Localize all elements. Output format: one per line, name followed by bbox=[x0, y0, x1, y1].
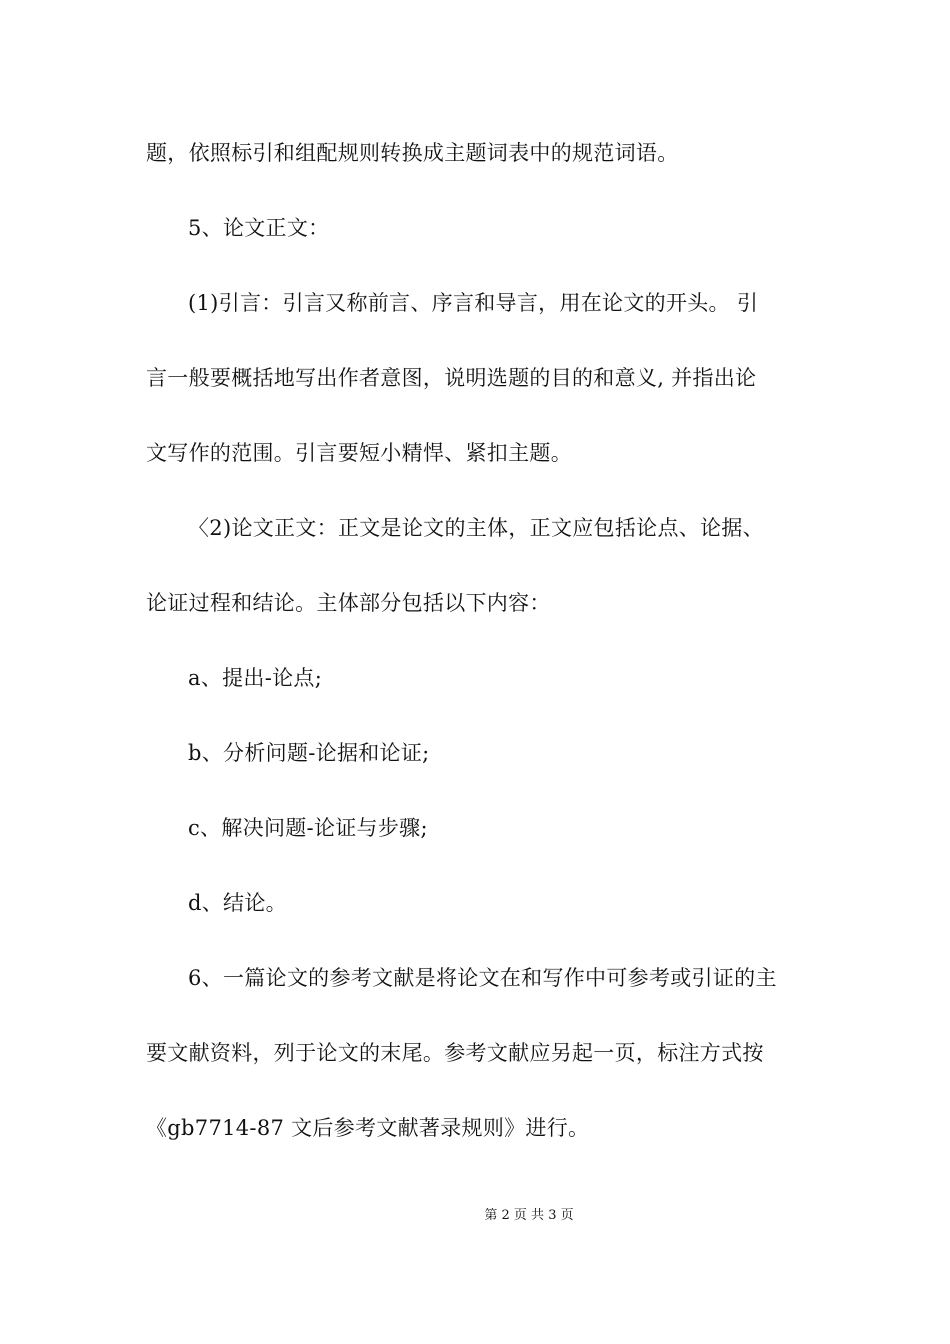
page-number-footer: 第 2 页 共 3 页 bbox=[484, 1208, 574, 1223]
body-line: 文写作的范围。引言要短小精悍、紧扣主题。 bbox=[146, 441, 572, 465]
body-line: (1)引言：引言又称前言、序言和导言，用在论文的开头。 引 bbox=[188, 291, 759, 315]
body-line: 要文献资料，列于论文的末尾。参考文献应另起一页，标注方式按 bbox=[146, 1041, 764, 1065]
section-heading: 5、论文正文： bbox=[188, 216, 330, 240]
list-item: b、分析问题-论据和论证; bbox=[188, 741, 430, 765]
list-item: d、结论。 bbox=[188, 891, 287, 915]
body-line: 题，依照标引和组配规则转换成主题词表中的规范词语。 bbox=[146, 141, 679, 165]
body-line: 〈2)论文正文：正文是论文的主体，正文应包括论点、论据、 bbox=[188, 516, 764, 540]
body-line: 言一般要概括地写出作者意图，说明选题的目的和意义, 并指出论 bbox=[146, 366, 757, 390]
body-line: 论证过程和结论。主体部分包括以下内容： bbox=[146, 591, 551, 615]
list-item: c、解决问题-论证与步骤; bbox=[188, 816, 428, 840]
body-line: 《gb7714-87 文后参考文献著录规则》进行。 bbox=[146, 1116, 590, 1140]
list-item: a、提出-论点; bbox=[188, 666, 323, 690]
body-line: 6、一篇论文的参考文献是将论文在和写作中可参考或引证的主 bbox=[188, 966, 777, 990]
